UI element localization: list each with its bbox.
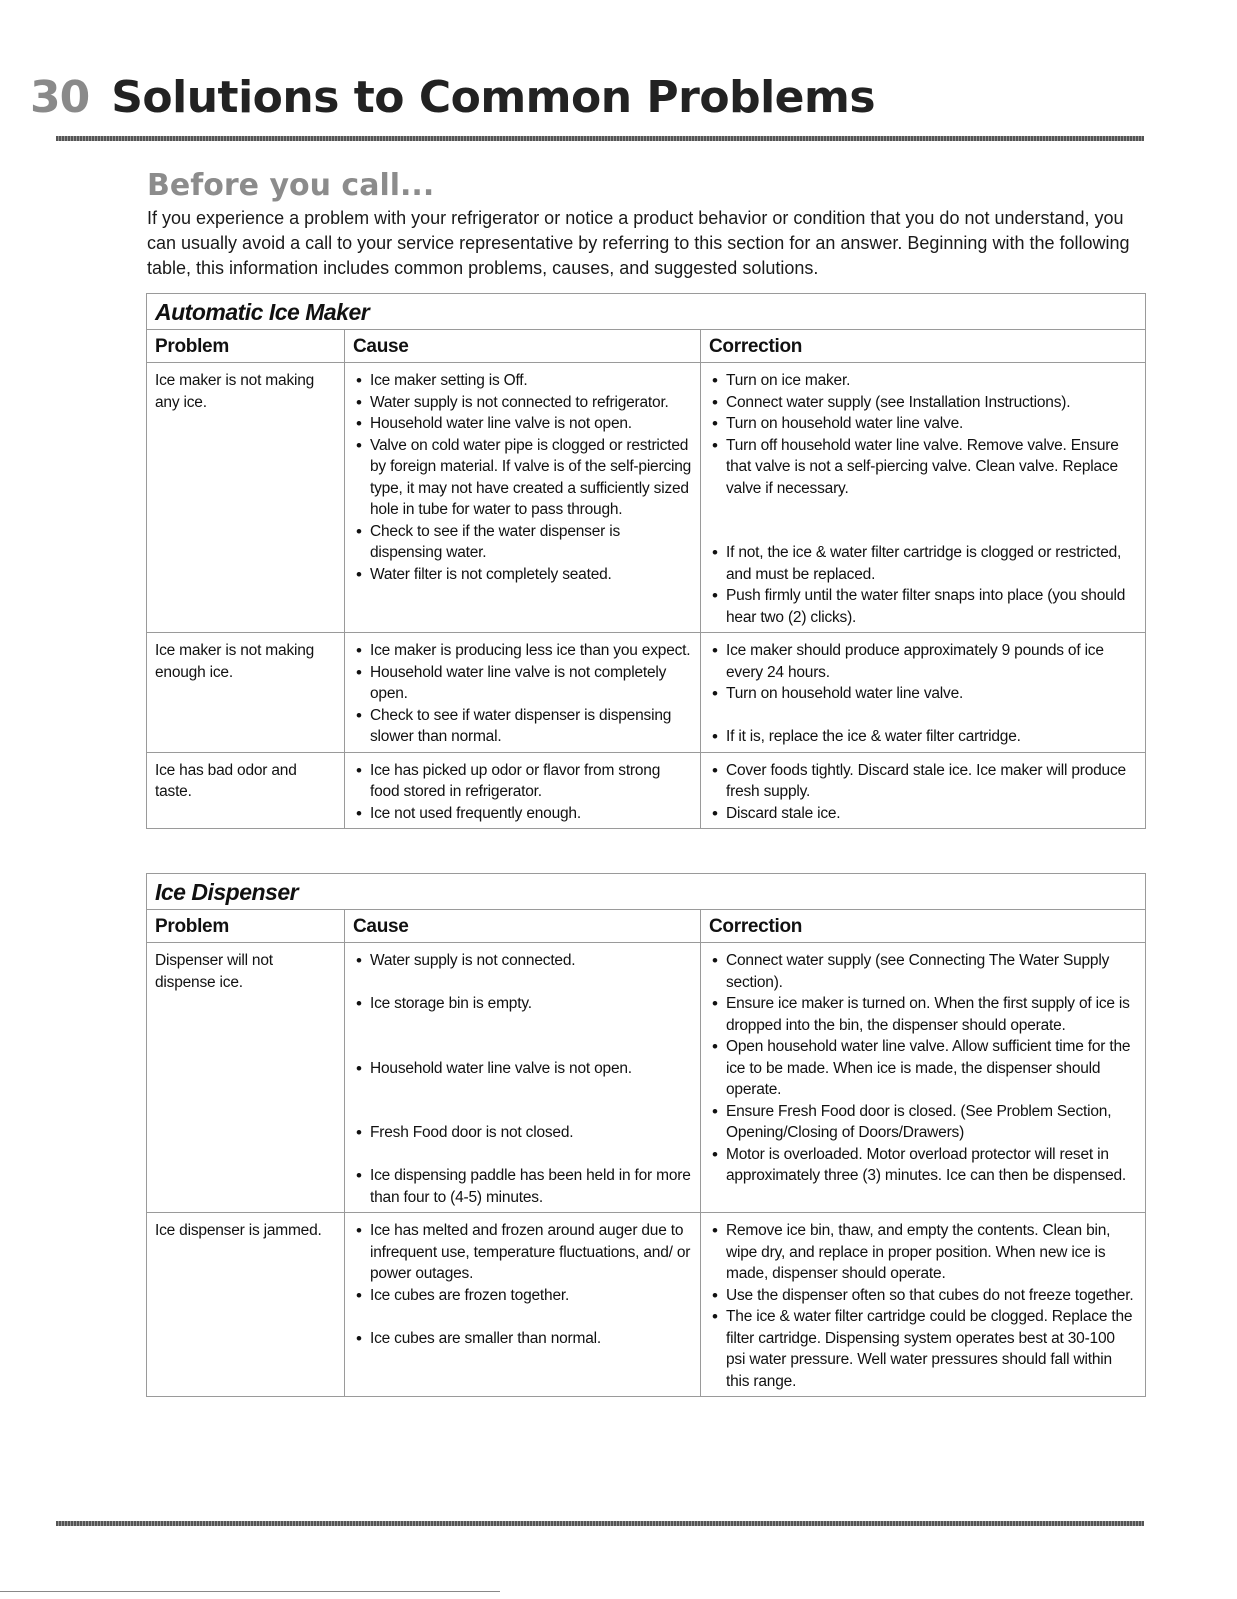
table-title: Ice Dispenser [147, 874, 1146, 910]
correction-cell [701, 752, 1146, 829]
problem-cell: Ice maker is not making enough ice. [147, 633, 345, 753]
footer-line [0, 1591, 500, 1592]
cause-item: • Ice cubes are frozen together. [353, 1285, 692, 1307]
cause-item: • Fresh Food door is not closed. [353, 1122, 692, 1144]
cause-item: • Household water line valve is not completely open. [353, 662, 692, 705]
correction-item: • Cover foods tightly. Discard stale ice. Ice maker will produce fresh supply. [709, 760, 1137, 803]
correction-item: • Remove ice bin, thaw, and empty the contents. Clean bin, wipe dry, and replace in proper position. When new ice is made, dispenser should operate. [709, 1220, 1137, 1285]
table-row [147, 752, 1146, 829]
cause-item: • Ice has picked up odor or flavor from strong food stored in refrigerator. [353, 760, 692, 803]
correction-item: • Push firmly until the water filter snaps into place (you should hear two (2) clicks). [709, 585, 1137, 628]
section-heading: Before you call... [147, 168, 435, 203]
cause-item: • Valve on cold water pipe is clogged or restricted by foreign material. If valve is of the self-piercing type, it may not have created a sufficiently sized hole in tube for water to pass through. [353, 435, 692, 521]
cause-item: • Household water line valve is not open. [353, 413, 692, 435]
column-header-cause: Cause [345, 330, 701, 363]
cause-item: • Ice storage bin is empty. [353, 993, 692, 1015]
cause-item: • Check to see if the water dispenser is dispensing water. [353, 521, 692, 564]
correction-item: • Turn on ice maker. [709, 370, 1137, 392]
cause-cell [345, 363, 701, 633]
correction-cell [701, 943, 1146, 1213]
cause-cell [345, 752, 701, 829]
correction-item: • Ensure Fresh Food door is closed. (See Problem Section, Opening/Closing of Doors/Drawers) [709, 1101, 1137, 1144]
table-row [147, 633, 1146, 753]
page-header [30, 62, 875, 132]
correction-item: • Discard stale ice. [709, 803, 1137, 825]
correction-cell [701, 1213, 1146, 1397]
column-header-problem: Problem [147, 910, 345, 943]
correction-item: • Ice maker should produce approximately 9 pounds of ice every 24 hours. [709, 640, 1137, 683]
problem-cell: Ice dispenser is jammed. [147, 1213, 345, 1397]
problem-cell: Ice maker is not making any ice. [147, 363, 345, 633]
cause-item: • Ice cubes are smaller than normal. [353, 1328, 692, 1350]
cause-item: • Ice dispensing paddle has been held in for more than four to (4-5) minutes. [353, 1165, 692, 1208]
cause-cell [345, 633, 701, 753]
column-header-cause: Cause [345, 910, 701, 943]
cause-item: • Water supply is not connected to refrigerator. [353, 392, 692, 414]
correction-cell [701, 633, 1146, 753]
header-rule [56, 136, 1144, 141]
table-row [147, 1213, 1146, 1397]
ice-dispenser-table [146, 873, 1146, 1397]
column-header-problem: Problem [147, 330, 345, 363]
correction-item: • Use the dispenser often so that cubes do not freeze together. [709, 1285, 1137, 1307]
page-number: 30 [30, 71, 90, 123]
correction-item: • Turn on household water line valve. [709, 413, 1137, 435]
cause-item: • Check to see if water dispenser is dispensing slower than normal. [353, 705, 692, 748]
correction-item: • If it is, replace the ice & water filter cartridge. [709, 726, 1137, 748]
correction-item: • Ensure ice maker is turned on. When the first supply of ice is dropped into the bin, the dispenser should operate. [709, 993, 1137, 1036]
cause-item: • Ice not used frequently enough. [353, 803, 692, 825]
table-row [147, 943, 1146, 1213]
correction-item: • If not, the ice & water filter cartridge is clogged or restricted, and must be replaced. [709, 542, 1137, 585]
cause-cell [345, 1213, 701, 1397]
cause-item: • Ice has melted and frozen around auger due to infrequent use, temperature fluctuations, and/ or power outages. [353, 1220, 692, 1285]
correction-item: • Connect water supply (see Connecting The Water Supply section). [709, 950, 1137, 993]
page-title: Solutions to Common Problems [111, 71, 876, 123]
correction-item: • Turn off household water line valve. Remove valve. Ensure that valve is not a self-piercing valve. Clean valve. Replace valve if necessary. [709, 435, 1137, 500]
correction-item: • Open household water line valve. Allow sufficient time for the ice to be made. When ice is made, the dispenser should operate. [709, 1036, 1137, 1101]
footer-rule [56, 1521, 1144, 1526]
correction-item: • Motor is overloaded. Motor overload protector will reset in approximately three (3) minutes. Ice can then be dispensed. [709, 1144, 1137, 1187]
correction-item: • Turn on household water line valve. [709, 683, 1137, 705]
column-header-correction: Correction [701, 910, 1146, 943]
cause-item: • Household water line valve is not open. [353, 1058, 692, 1080]
correction-cell [701, 363, 1146, 633]
problem-cell: Ice has bad odor and taste. [147, 752, 345, 829]
intro-paragraph: If you experience a problem with your refrigerator or notice a product behavior or condition that you do not understand, you can usually avoid a call to your service representative by referring to this section for an answer. Beginning with the following table, this information includes common problems, causes, and suggested solutions. [147, 208, 1130, 278]
cause-item: • Water filter is not completely seated. [353, 564, 692, 586]
table-row [147, 363, 1146, 633]
column-header-correction: Correction [701, 330, 1146, 363]
cause-item: • Ice maker setting is Off. [353, 370, 692, 392]
cause-cell [345, 943, 701, 1213]
cause-item: • Water supply is not connected. [353, 950, 692, 972]
correction-item: • Connect water supply (see Installation Instructions). [709, 392, 1137, 414]
table-title: Automatic Ice Maker [147, 294, 1146, 330]
problem-cell: Dispenser will not dispense ice. [147, 943, 345, 1213]
ice-maker-table [146, 293, 1146, 829]
cause-item: • Ice maker is producing less ice than you expect. [353, 640, 692, 662]
correction-item: • The ice & water filter cartridge could be clogged. Replace the filter cartridge. Dispensing system operates best at 30-100 psi water pressure. Well water pressures should fall within this range. [709, 1306, 1137, 1392]
